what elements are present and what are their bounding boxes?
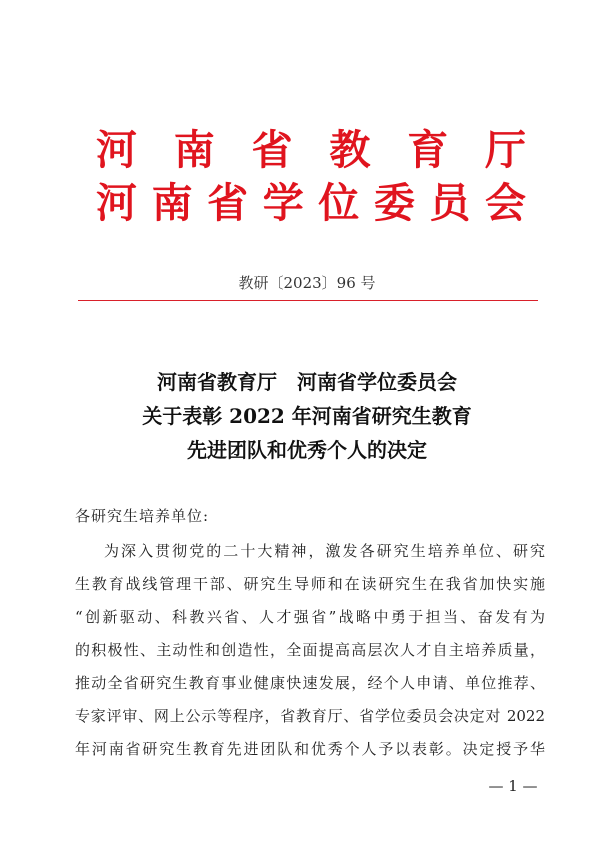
body-line: “创新驱动、科教兴省、人才强省”战略中勇于担当、奋发有为 xyxy=(75,608,545,626)
letterhead-line-2: 河南省学位委员会 xyxy=(96,179,526,227)
title-line-2: 关于表彰 2022 年河南省研究生教育 xyxy=(142,404,472,428)
body-line: 的积极性、主动性和创造性，全面提高高层次人才自主培养质量， xyxy=(75,641,545,659)
red-separator-line xyxy=(78,300,538,301)
document-number: 教研〔2023〕96 号 xyxy=(238,274,376,292)
title-line-3: 先进团队和优秀个人的决定 xyxy=(187,438,427,462)
body-line: 年河南省研究生教育先进团队和优秀个人予以表彰。决定授予华 xyxy=(75,740,545,758)
title-issuer-1: 河南省教育厅 xyxy=(157,370,277,394)
body-line: 为深入贯彻党的二十大精神，激发各研究生培养单位、研究 xyxy=(104,542,545,560)
title-line-1 xyxy=(0,368,614,396)
salutation: 各研究生培养单位: xyxy=(75,507,210,525)
body-line: 推动全省研究生教育事业健康快速发展，经个人申请、单位推荐、 xyxy=(75,674,545,692)
letterhead-line-1: 河南省教育厅 xyxy=(96,126,526,174)
title-issuer-2: 河南省学位委员会 xyxy=(297,370,457,394)
body-line: 专家评审、网上公示等程序，省教育厅、省学位委员会决定对 2022 xyxy=(75,707,545,725)
page-number: — 1 — xyxy=(488,777,538,795)
body-line: 生教育战线管理干部、研究生导师和在读研究生在我省加快实施 xyxy=(75,575,545,593)
